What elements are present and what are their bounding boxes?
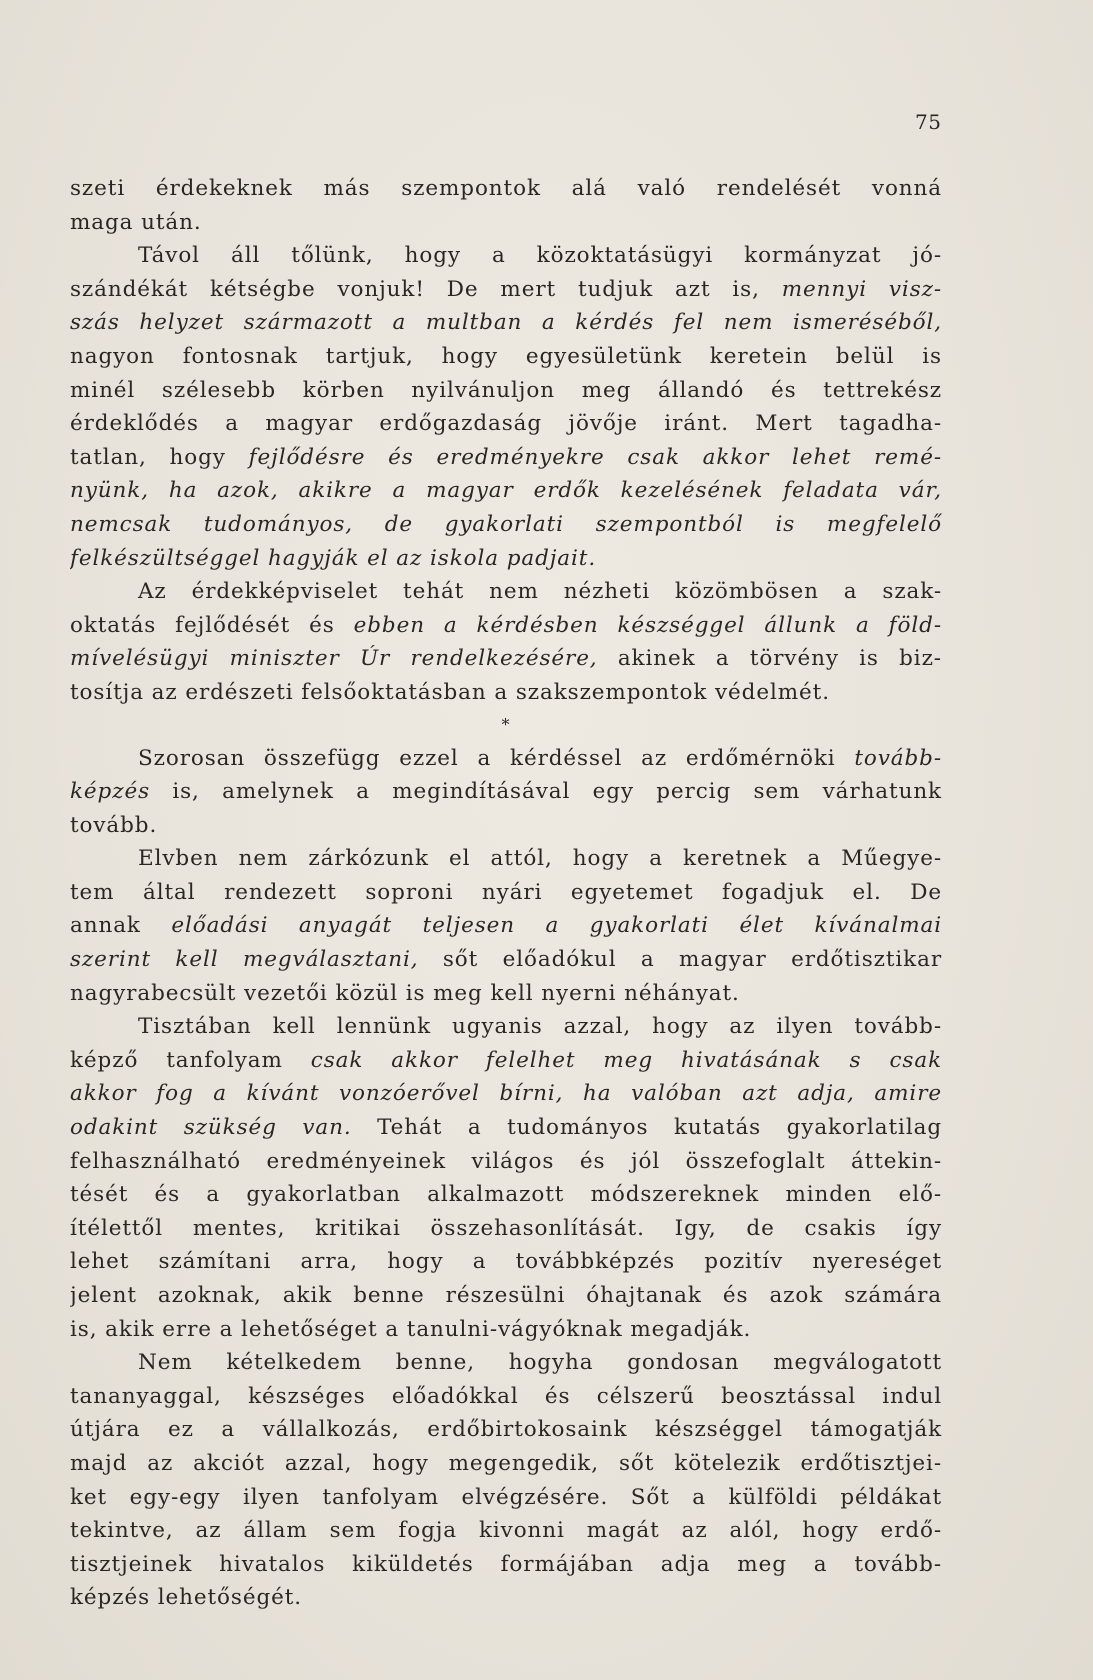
text-segment: is, akik erre a lehetőséget a tanulni-vágyóknak megadják. [70,1316,752,1342]
text-segment: felhasználható eredményeinek világos és jól összefoglalt áttekin- [70,1148,942,1174]
text-line [70,1010,942,1044]
text-segment: jelent azoknak, akik benne részesülni óhajtanak és azok számára [70,1283,942,1308]
emphasized-text: szás helyzet származott a multban a kérdés fel nem ismeréséből, [70,310,942,336]
emphasized-text: mívelésügyi miniszter Úr rendelkezésére, [70,646,598,672]
text-segment: ket egy-egy ilyen tanfolyam elvégzésére. Sőt a külföldi példákat [70,1484,942,1510]
text-segment: képző tanfolyam [70,1047,311,1073]
text-line [70,842,942,876]
text-line [70,943,942,977]
text-segment: nagyrabecsült vezetői közül is meg kell nyerni néhányat. [70,980,740,1006]
text-line [70,609,942,643]
text-segment: szeti érdekeknek más szempontok alá való rendelését vonná [70,176,942,201]
text-line [70,306,942,340]
text-segment: szándékát kétségbe vonjuk! De mert tudjuk azt is, [70,276,782,302]
text-line [70,1481,942,1515]
text-segment: tisztjeinek hivatalos kiküldetés formájában adja meg a tovább- [70,1551,942,1577]
emphasized-text: nemcsak tudományos, de gyakorlati szempontból is megfelelő [70,511,942,537]
text-line [70,172,942,206]
text-line [70,775,942,809]
emphasized-text: odakint szükség van. [70,1115,352,1141]
text-line [70,1245,942,1279]
text-segment: tését és a gyakorlatban alkalmazott módszereknek minden elő- [70,1182,942,1208]
text-line [70,809,942,843]
text-segment: útjára ez a vállalkozás, erdőbirtokosaink készséggel támogatják [70,1417,942,1443]
text-line [70,1145,942,1179]
text-line [70,1178,942,1212]
emphasized-text: felkészültséggel hagyják el az iskola padjait. [70,545,597,571]
text-segment: képzés lehetőségét. [70,1585,303,1611]
text-segment: oktatás fejlődését és [70,612,354,638]
text-segment: * [501,714,511,734]
emphasized-text: előadási anyagát teljesen a gyakorlati élet kívánalmai [171,913,942,939]
text-segment: tovább. [70,812,158,838]
text-segment: majd az akciót azzal, hogy megengedik, sőt kötelezik erdőtisztjei- [70,1450,942,1476]
text-line [70,1313,942,1347]
text-line [70,374,942,408]
emphasized-text: tovább- [854,745,942,771]
body-text [70,172,942,1615]
text-line [70,1413,942,1447]
text-line [70,1077,942,1111]
text-line [70,1380,942,1414]
text-segment: Elvben nem zárkózunk el attól, hogy a keretnek a Műegye- [138,846,942,872]
text-segment: lehet számítani arra, hogy a továbbképzés pozitív nyereséget [70,1249,942,1275]
text-line [70,909,942,943]
emphasized-text: nyünk, ha azok, akikre a magyar erdők kezelésének feladata vár, [70,478,942,504]
text-line [70,1581,942,1615]
page-number: 75 [915,110,942,134]
emphasized-text: fejlődésre és eredményekre csak akkor lehet remé- [248,444,942,470]
emphasized-text: csak akkor felelhet meg hivatásának s csak [310,1047,942,1073]
text-segment: minél szélesebb körben nyilvánuljon meg állandó és tettrekész [70,377,942,403]
text-line [70,642,942,676]
text-line [70,742,942,776]
text-segment: is, amelynek a megindításával egy percig sem várhatunk [150,779,942,805]
text-segment: tosítja az erdészeti felsőoktatásban a szakszempontok védelmét. [70,679,830,705]
text-segment: akinek a törvény is biz- [597,646,942,672]
text-line [70,1212,942,1246]
emphasized-text: szerint kell megválasztani, [70,947,419,973]
text-line [70,676,942,710]
text-segment: tem által rendezett soproni nyári egyetemet fogadjuk el. De [70,879,942,905]
text-segment: Távol áll tőlünk, hogy a közoktatásügyi kormányzat jó- [138,243,942,269]
text-segment: ítélettől mentes, kritikai összehasonlítását. Igy, de csakis így [70,1215,942,1241]
text-segment: Az érdekképviselet tehát nem nézheti közömbösen a szak- [138,579,942,605]
section-separator [70,710,942,736]
text-segment: nagyon fontosnak tartjuk, hogy egyesületünk keretein belül is [70,343,942,369]
text-line [70,273,942,307]
text-line [70,239,942,273]
text-segment: Tisztában kell lennünk ugyanis azzal, hogy az ilyen tovább- [138,1014,942,1040]
text-line [70,542,942,576]
text-line [70,575,942,609]
text-line [70,441,942,475]
emphasized-text: képzés [70,779,150,805]
text-line [70,977,942,1011]
text-line [70,340,942,374]
text-segment: tatlan, hogy [70,444,249,470]
text-segment: érdeklődés a magyar erdőgazdaság jövője iránt. Mert tagadha- [70,411,942,437]
text-segment: annak [70,913,172,939]
text-segment: Tehát a tudományos kutatás gyakorlatilag [351,1115,942,1141]
emphasized-text: ebben a kérdésben készséggel állunk a föld- [353,612,942,638]
text-line [70,1044,942,1078]
text-line [70,206,942,240]
text-segment: tananyaggal, készséges előadókkal és célszerű beosztással indul [70,1383,942,1409]
text-line [70,1447,942,1481]
text-line [70,1279,942,1313]
text-line [70,1514,942,1548]
text-line [70,1346,942,1380]
text-segment: maga után. [70,209,202,235]
text-line [70,474,942,508]
text-line [70,508,942,542]
text-segment: Szorosan összefügg ezzel a kérdéssel az erdőmérnöki [138,745,855,771]
text-line [70,1111,942,1145]
text-line [70,1548,942,1582]
emphasized-text: mennyi visz- [781,276,942,302]
text-line [70,407,942,441]
text-segment: tekintve, az állam sem fogja kivonni magát az alól, hogy erdő- [70,1518,942,1544]
text-segment: Nem kételkedem benne, hogyha gondosan megválogatott [138,1350,942,1376]
text-line [70,876,942,910]
text-segment: sőt előadókul a magyar erdőtisztikar [418,947,942,973]
emphasized-text: akkor fog a kívánt vonzóerővel bírni, ha valóban azt adja, amire [70,1081,942,1107]
